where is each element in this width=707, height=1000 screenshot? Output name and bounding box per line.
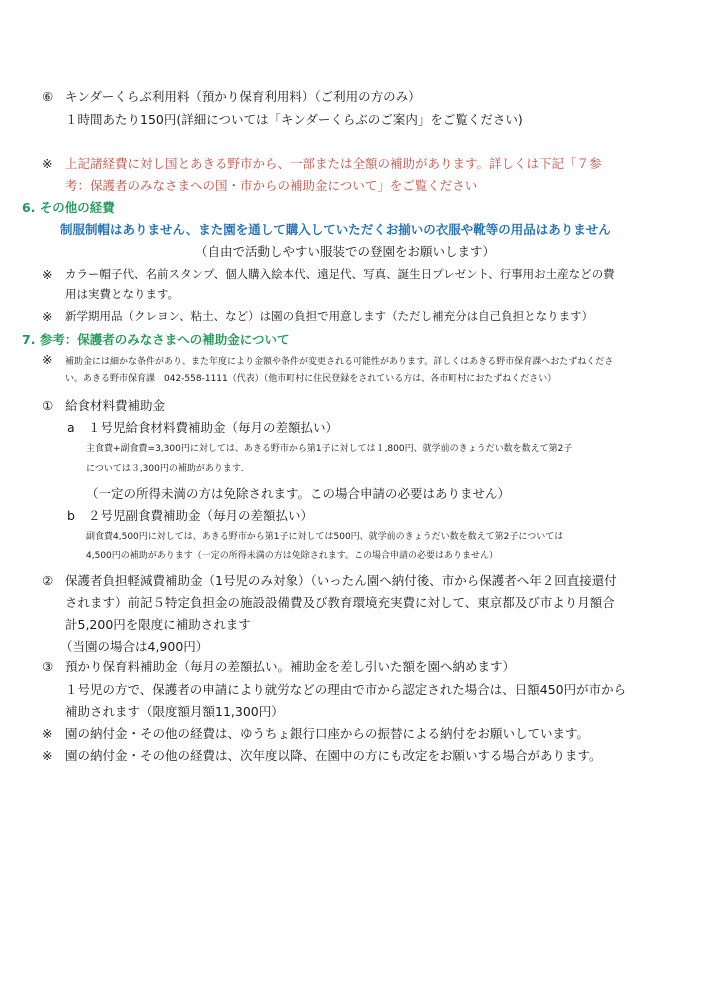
- item1-title: 給食材料費補助金: [65, 398, 166, 413]
- sub-b-letter: b: [67, 508, 75, 523]
- item2-number: ②: [42, 573, 54, 588]
- item3-line3: 補助されます（限度額月額11,300円）: [65, 704, 284, 719]
- section6-note2-line1: 新学期用品（クレヨン、粘土、など）は園の負担で用意します（ただし補充分は自己負担となります）: [65, 309, 594, 323]
- item6-detail: １時間あたり150円(詳細については「キンダーくらぶのご案内」をご覧ください): [65, 112, 523, 127]
- final-note2: 園の納付金・その他の経費は、次年度以降、在園中の方にも改定をお願いする場合があります。: [65, 748, 602, 763]
- sub-a-title: １号児給食材料費補助金（毎月の差額払い）: [88, 420, 339, 435]
- item3-number: ③: [42, 659, 54, 674]
- section6-note1-line1: カラー帽子代、名前スタンプ、個人購入絵本代、遠足代、写真、誕生日プレゼント、行事用お土産などの費: [65, 267, 615, 281]
- section6-banner: 制服制帽はありません、また園を通して購入していただくお揃いの衣服や靴等の用品はありません: [60, 222, 611, 237]
- subsidy-note-line1: 上記諸経費に対し国とあきる野市から、一部または全額の補助があります。詳しくは下記「７参: [65, 156, 602, 171]
- sub-a-line1: 主食費+副食費=3,300円に対しては、あきる野市から第1子に対しては１,800円、就学前のきょうだい数を数えて第2子: [86, 444, 573, 454]
- section6-heading: 6. その他の経費: [22, 200, 115, 215]
- item6-number: ⑥: [42, 89, 54, 104]
- note-mark: ※: [42, 748, 53, 763]
- sub-b-title: ２号児副食費補助金（毎月の差額払い）: [88, 508, 314, 523]
- note-mark: ※: [42, 726, 53, 741]
- sub-a-line3: （一定の所得未満の方は免除されます。この場合申請の必要はありません）: [86, 486, 511, 501]
- subsidy-note-line2: 考：保護者のみなさまへの国・市からの補助金について」をご覧ください: [65, 178, 478, 193]
- section7-heading: 7. 参考：保護者のみなさまへの補助金について: [22, 332, 290, 347]
- sub-a-line2: については３,300円の補助があります.: [86, 464, 244, 474]
- final-note1: 園の納付金・その他の経費は、ゆうちょ銀行口座からの振替による納付をお願いしています。: [65, 726, 590, 741]
- note-mark: ※: [42, 352, 53, 367]
- note-mark: ※: [42, 309, 53, 324]
- item1-number: ①: [42, 398, 54, 413]
- item2-line1: 保護者負担軽減費補助金（1号児のみ対象）（いったん園へ納付後、市から保護者へ年２回直接還付: [65, 573, 617, 588]
- section7-intro-line2: い。あきる野市保育課 042-558-1111（代表）（他市町村に住民登録をされている方は、各市町村におたずねください）: [65, 374, 557, 384]
- item3-line2: １号児の方で、保護者の申請により就労などの理由で市から認定された場合は、日額450円が市から: [65, 682, 627, 697]
- item2-line2: されます）前記５特定負担金の施設設備費及び教育環境充実費に対して、東京都及び市より月額合: [65, 595, 615, 610]
- note-mark: ※: [42, 156, 53, 171]
- section6-subtext: （自由で活動しやすい服装での登園をお願いします）: [195, 244, 496, 259]
- sub-b-line2: 4,500円の補助があります（一定の所得未満の方は免除されます。この場合申請の必要はありません）: [86, 551, 499, 561]
- section7-intro-line1: 補助金には細かな条件があり、また年度により金額や条件が変更される可能性があります。詳しくはあきる野市保育課へおたずねくださ: [65, 357, 614, 367]
- note-mark: ※: [42, 267, 53, 282]
- sub-b-line1: 副食費4,500円に対しては、あきる野市から第1子に対しては500円、就学前のきょうだい数を数えて第2子については: [86, 532, 564, 542]
- section6-note1-line2: 用は実費となります。: [65, 287, 180, 301]
- sub-a-letter: a: [67, 420, 75, 435]
- item6-title: キンダーくらぶ利用料（預かり保育利用料）（ご利用の方のみ）: [65, 89, 421, 104]
- item2-line4: （当園の場合は4,900円）: [60, 639, 209, 654]
- item2-line3: 計5,200円を限度に補助されます: [65, 617, 251, 632]
- item3-line1: 預かり保育料補助金（毎月の差額払い。補助金を差し引いた額を園へ納めます）: [65, 659, 516, 674]
